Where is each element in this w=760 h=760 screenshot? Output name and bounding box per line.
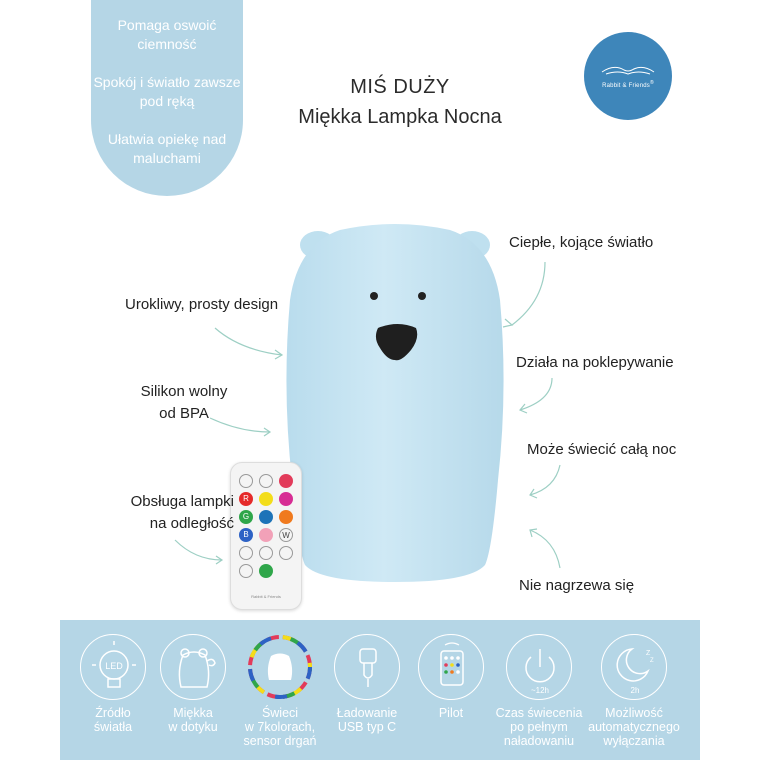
bear-body [286, 224, 503, 582]
remote-button-tree [259, 564, 273, 578]
remote-button-power [279, 474, 293, 488]
light-source-icon [80, 634, 146, 700]
logo-text: Rabbit & Friends® [602, 80, 654, 89]
auto-off-icon [601, 634, 667, 700]
svg-text:Z: Z [650, 658, 654, 664]
auto-off-label: Możliwość automatycznego wyłączania [588, 706, 680, 748]
timer-icon [506, 634, 572, 700]
svg-text:~12h: ~12h [530, 686, 550, 695]
usb-c-icon [334, 634, 400, 700]
remote-button-red: R [239, 492, 253, 506]
benefit-item: Pomaga oswoić ciemność [117, 17, 217, 52]
benefit-item: Spokój i światło zawsze pod ręką [93, 74, 241, 109]
colors-label: Świeci w 7kolorach, sensor drgań [243, 706, 317, 748]
soft-touch-icon [160, 634, 226, 700]
remote-button-magenta [279, 492, 293, 506]
usb-c-label: Ładowanie USB typ C [336, 706, 398, 734]
feature-warm-light: Ciepłe, kojące światło [509, 234, 654, 251]
features-band [60, 620, 700, 760]
remote-brand: Rabbit & Friends [251, 594, 281, 599]
arrow-no-heat [530, 530, 560, 568]
arrow-remote [175, 540, 222, 560]
remote-button-orange [279, 510, 293, 524]
benefit-item: Ułatwia opiekę nad maluchami [107, 131, 227, 166]
svg-text:2h: 2h [630, 686, 640, 695]
remote-button-timer-3 [279, 546, 293, 560]
arrow-tap [520, 378, 552, 410]
remote-button-timer-2 [259, 546, 273, 560]
product-subtitle: Miękka Lampka Nocna [298, 106, 502, 128]
remote-icon [418, 634, 484, 700]
svg-text:LED: LED [105, 661, 123, 671]
remote-button-timer-1 [239, 546, 253, 560]
feature-all-night: Może świecić całą noc [527, 441, 677, 458]
remote-button-blue: B [239, 528, 253, 542]
remote-control [230, 462, 302, 610]
feature-no-heat: Nie nagrzewa się [519, 577, 635, 594]
bear-eye-left [370, 292, 378, 300]
remote-button-mode [259, 474, 273, 488]
feature-remote: Obsługa lampki na odległość [130, 493, 234, 532]
bunny-ears-icon [584, 32, 672, 120]
product-title: MIŚ DUŻY [350, 76, 450, 98]
remote-button-green: G [239, 510, 253, 524]
remote-button-white: W [279, 528, 293, 542]
svg-text:Z: Z [646, 650, 651, 657]
feature-silicone: Silikon wolny od BPA [140, 383, 228, 422]
bear-lamp [270, 220, 520, 590]
light-source-label: Źródło światła [93, 706, 133, 734]
remote-label: Pilot [438, 706, 464, 720]
benefits-tab [91, 0, 243, 196]
feature-design: Urokliwy, prosty design [125, 296, 279, 313]
soft-touch-label: Miękka w dotyku [168, 706, 218, 734]
timer-label: Czas świecenia po pełnym naładowaniu [495, 706, 583, 748]
remote-button-pulse [239, 564, 253, 578]
brand-logo [584, 32, 672, 120]
remote-button-blue-dark [259, 510, 273, 524]
bear-eye-right [418, 292, 426, 300]
remote-button-light [239, 474, 253, 488]
arrow-all-night [530, 465, 560, 495]
feature-tap: Działa na poklepywanie [516, 354, 674, 371]
remote-button-pink [259, 528, 273, 542]
remote-button-yellow [259, 492, 273, 506]
colors-icon [247, 634, 313, 700]
